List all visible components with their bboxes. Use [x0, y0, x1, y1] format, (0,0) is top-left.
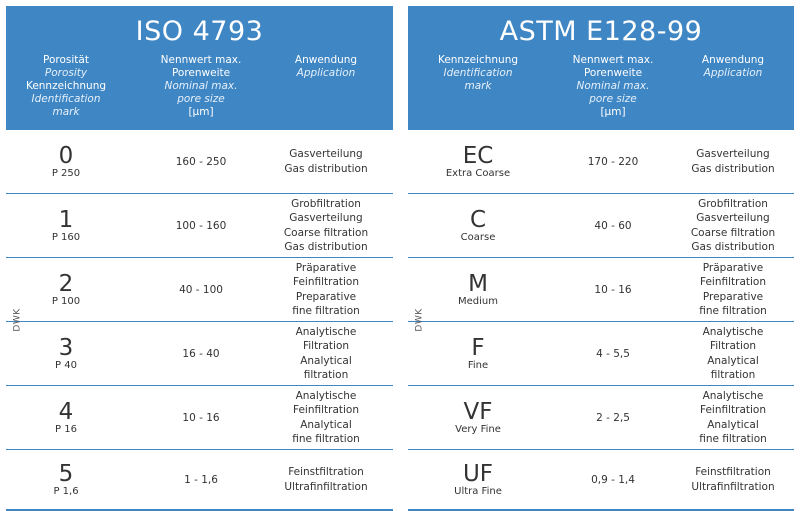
astm-col-app-header: [678, 54, 788, 119]
header-line: [µm]: [188, 106, 214, 118]
astm-col-pore-header: [548, 54, 678, 119]
astm-title: ASTM E128-99: [499, 16, 703, 47]
application-line: Gas distribution: [284, 241, 368, 253]
application-cell: [276, 389, 376, 447]
header-line: Anwendung: [701, 54, 765, 66]
header-line: Kennzeichnung: [25, 80, 107, 92]
application-line: Coarse filtration: [283, 226, 369, 239]
header-line: Porenweite: [171, 67, 231, 79]
application-line: Gasverteilung: [696, 148, 770, 160]
application-line: Analytische: [295, 325, 357, 338]
application-line: Filtration: [709, 340, 757, 352]
header-line: Nominal max.: [576, 80, 650, 92]
astm-body: [408, 130, 794, 511]
application-line: Grobfiltration: [698, 197, 768, 210]
pore-size-value: 100 - 160: [175, 219, 227, 232]
mark-code: M: [468, 270, 488, 297]
application-line: Ultrafinfiltration: [284, 480, 368, 493]
header-line: Nennwert max.: [572, 54, 654, 66]
mark-subtitle: Coarse: [460, 231, 496, 243]
pore-size-value: 10 - 16: [182, 411, 220, 424]
mark-code: 3: [58, 334, 74, 361]
mark-subtitle: P 40: [55, 359, 77, 371]
iso-col-mark-header: [6, 54, 126, 119]
astm-header: [408, 6, 794, 130]
application-line: Analytische: [702, 325, 764, 338]
application-cell: [276, 197, 376, 255]
header-line: Porosität: [43, 54, 89, 66]
application-line: Analytical: [300, 418, 352, 431]
application-line: Feinstfiltration: [695, 466, 771, 478]
side-label-text: DWK: [12, 307, 23, 332]
header-line: Application: [296, 67, 356, 79]
application-cell: [678, 325, 788, 383]
application-line: Gas distribution: [284, 162, 368, 175]
iso-table: [6, 6, 393, 497]
application-line: Präparative: [702, 261, 764, 274]
header-line: Nennwert max.: [160, 54, 242, 66]
application-cell: [678, 465, 788, 494]
header-line: Anwendung: [294, 54, 358, 66]
mark-code: C: [469, 206, 487, 233]
table-row: [6, 386, 393, 450]
mark-subtitle: Ultra Fine: [454, 485, 502, 497]
header-line: Identification: [443, 67, 513, 79]
application-line: Gasverteilung: [289, 212, 363, 224]
application-line: Gasverteilung: [696, 212, 770, 224]
table-row: [408, 130, 794, 194]
application-line: Analytical: [707, 354, 759, 367]
pore-size-value: 160 - 250: [175, 155, 227, 168]
application-cell: [678, 147, 788, 176]
table-row: [6, 194, 393, 258]
side-label-text: DWK: [414, 307, 425, 332]
application-cell: [678, 197, 788, 255]
table-row: [408, 258, 794, 322]
mark-subtitle: Extra Coarse: [445, 167, 511, 179]
header-line: Nominal max.: [164, 80, 238, 92]
mark-code: EC: [462, 142, 494, 169]
application-line: fine filtration: [699, 433, 767, 445]
iso-title: ISO 4793: [135, 16, 264, 47]
table-row: [408, 450, 794, 509]
table-row: [6, 258, 393, 322]
iso-header: [6, 6, 393, 130]
mark-subtitle: P 160: [51, 231, 81, 243]
table-row: [6, 322, 393, 386]
iso-col-app-header: [276, 54, 376, 119]
header-line: Identification: [31, 93, 101, 105]
mark-code: 4: [58, 398, 74, 425]
pore-size-value: 10 - 16: [594, 283, 632, 296]
astm-col-mark-header: [408, 54, 548, 119]
header-line: pore size: [589, 93, 637, 105]
pore-size-value: 170 - 220: [587, 155, 639, 168]
application-line: Analytische: [295, 389, 357, 402]
application-cell: [276, 465, 376, 494]
mark-subtitle: Medium: [458, 295, 498, 307]
application-line: Gasverteilung: [289, 148, 363, 160]
application-line: Coarse filtration: [690, 226, 776, 239]
application-line: Analytische: [702, 389, 764, 402]
mark-subtitle: Fine: [467, 359, 489, 371]
application-line: Feinstfiltration: [288, 466, 364, 478]
header-line: Porenweite: [583, 67, 643, 79]
application-line: Analytical: [300, 354, 352, 367]
application-line: fine filtration: [292, 433, 360, 445]
mark-code: 2: [58, 270, 74, 297]
mark-subtitle: P 16: [55, 423, 77, 435]
pore-size-value: 1 - 1,6: [184, 473, 218, 486]
mark-code: UF: [462, 460, 494, 487]
application-line: Preparative: [702, 290, 764, 303]
application-line: Präparative: [295, 261, 357, 274]
application-line: Preparative: [295, 290, 357, 303]
header-line: [µm]: [600, 106, 626, 118]
mark-code: VF: [463, 398, 493, 425]
application-line: Grobfiltration: [291, 197, 361, 210]
iso-body: [6, 130, 393, 511]
astm-side-label: [408, 130, 431, 509]
header-line: Kennzeichnung: [437, 54, 519, 66]
application-line: fine filtration: [699, 305, 767, 317]
table-row: [6, 450, 393, 509]
astm-column-headers: [408, 54, 794, 119]
pore-size-value: 0,9 - 1,4: [591, 473, 635, 486]
application-cell: [678, 389, 788, 447]
application-line: Ultrafinfiltration: [691, 480, 775, 493]
application-line: Feinfiltration: [699, 404, 766, 416]
application-cell: [276, 261, 376, 319]
iso-column-headers: [6, 54, 393, 119]
application-line: Feinfiltration: [292, 276, 359, 288]
application-line: filtration: [710, 369, 756, 381]
pore-size-value: 16 - 40: [182, 347, 220, 360]
iso-col-pore-header: [126, 54, 276, 119]
mark-subtitle: Very Fine: [455, 423, 501, 435]
pore-size-value: 40 - 60: [594, 219, 632, 232]
application-line: Feinfiltration: [699, 276, 766, 288]
header-line: mark: [464, 80, 492, 92]
pore-size-value: 40 - 100: [179, 283, 223, 296]
application-cell: [678, 261, 788, 319]
application-cell: [276, 325, 376, 383]
header-line: mark: [52, 106, 80, 118]
header-line: Porosity: [44, 67, 88, 79]
application-line: Filtration: [302, 340, 350, 352]
application-line: fine filtration: [292, 305, 360, 317]
pore-size-value: 4 - 5,5: [596, 347, 630, 360]
application-cell: [276, 147, 376, 176]
mark-subtitle: P 250: [51, 167, 81, 179]
application-line: filtration: [303, 369, 349, 381]
mark-subtitle: P 100: [51, 295, 81, 307]
table-row: [408, 194, 794, 258]
mark-subtitle: P 1,6: [53, 485, 79, 497]
mark-code: 0: [58, 142, 74, 169]
application-line: Gas distribution: [691, 241, 775, 253]
mark-code: F: [471, 334, 485, 361]
application-line: Feinfiltration: [292, 404, 359, 416]
mark-code: 1: [58, 206, 74, 233]
table-row: [6, 130, 393, 194]
iso-side-label: [6, 130, 29, 509]
table-row: [408, 322, 794, 386]
application-line: Analytical: [707, 418, 759, 431]
mark-code: 5: [58, 460, 74, 487]
table-row: [408, 386, 794, 450]
astm-table: [408, 6, 794, 497]
pore-size-value: 2 - 2,5: [596, 411, 630, 424]
application-line: Gas distribution: [691, 162, 775, 175]
header-line: pore size: [177, 93, 225, 105]
header-line: Application: [703, 67, 763, 79]
